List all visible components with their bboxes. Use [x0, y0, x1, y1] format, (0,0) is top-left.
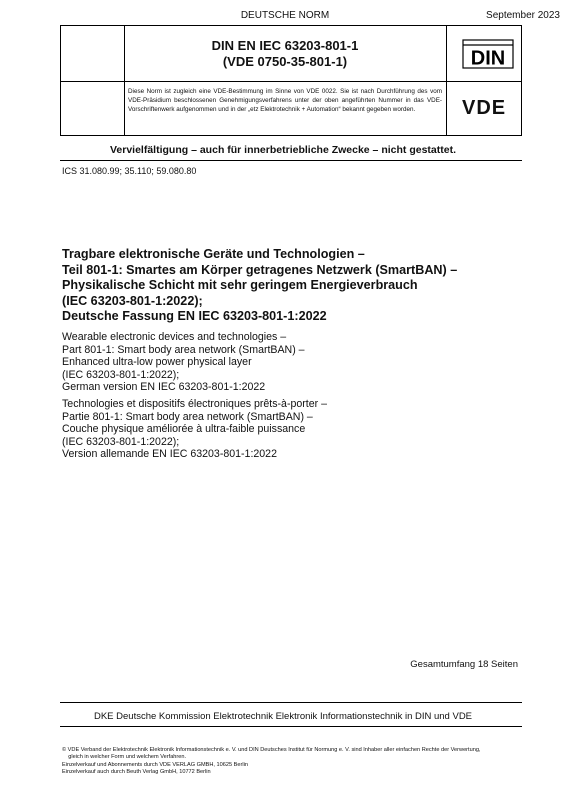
title-line: Part 801-1: Smart body area network (SmartBAN) –	[62, 343, 305, 356]
title-line: (IEC 63203-801-1:2022);	[62, 435, 180, 448]
dke-top-rule	[60, 702, 522, 703]
box-left-rule	[60, 25, 61, 136]
din-logo	[462, 39, 514, 69]
title-line: Version allemande EN IEC 63203-801-1:2022	[62, 448, 277, 461]
ics-codes: ICS 31.080.99; 35.110; 59.080.80	[62, 166, 197, 176]
dke-line: DKE Deutsche Kommission Elektrotechnik Elektronik Informationstechnik in DIN und VDE	[93, 711, 473, 722]
vde-number: (VDE 0750-35-801-1)	[222, 54, 348, 69]
footer-line: Einzelverkauf und Abonnements durch VDE VERLAG GMBH, 10625 Berlin	[62, 761, 248, 768]
title-line: Tragbare elektronische Geräte und Technologien –	[62, 247, 365, 261]
title-line: Partie 801-1: Smart body area network (SmartBAN) –	[62, 410, 313, 423]
box-bottom-rule	[60, 135, 522, 136]
box-inner-right-rule	[446, 25, 447, 136]
title-french	[62, 398, 522, 461]
title-line: (IEC 63203-801-1:2022);	[62, 293, 203, 308]
copyright-footer	[62, 747, 532, 777]
total-pages: Gesamtumfang 18 Seiten	[410, 659, 518, 670]
repro-rule	[60, 160, 522, 161]
title-line: Technologies et dispositifs électroniques prêts-à-porter –	[62, 398, 327, 410]
title-line: Enhanced ultra-low power physical layer	[62, 356, 252, 369]
footer-line: © VDE Verband der Elektrotechnik Elektronik Informationstechnik e. V. und DIN Deutsches Institut für Normung e. V. sind Inhaber aller einfachen Rechte der Verwertung,	[62, 747, 481, 753]
title-line: (IEC 63203-801-1:2022);	[62, 368, 180, 381]
dke-bottom-rule	[60, 726, 522, 727]
title-english	[62, 331, 522, 394]
title-line: German version EN IEC 63203-801-1:2022	[62, 381, 266, 394]
din-logo-text: DIN	[470, 47, 506, 69]
standard-number-block	[125, 38, 445, 70]
title-line: Deutsche Fassung EN IEC 63203-801-1:2022	[62, 309, 327, 323]
title-line: Physikalische Schicht mit sehr geringem Energieverbrauch	[62, 278, 418, 292]
box-right-rule	[521, 25, 522, 136]
box-divider-rule	[60, 81, 522, 82]
footer-line: gleich in welcher Form und welchem Verfahren.	[62, 754, 187, 761]
title-line: Teil 801-1: Smartes am Körper getragenes Netzwerk (SmartBAN) –	[62, 262, 458, 277]
reproduction-notice: Vervielfältigung – auch für innerbetriebliche Zwecke – nicht gestattet.	[109, 144, 456, 156]
standard-number: DIN EN IEC 63203-801-1	[211, 38, 359, 53]
document-type: DEUTSCHE NORM	[240, 10, 330, 21]
vde-logo: VDE	[462, 97, 507, 119]
title-line: Couche physique améliorée à ultra-faible puissance	[62, 423, 306, 436]
vde-notice: Diese Norm ist zugleich eine VDE-Bestimmung im Sinne von VDE 0022. Sie ist nach Durchführung des vom VDE-Präsidium beschlossenen Genehmigungsverfahrens unter der oben angeführten Nummer in das VDE-Vorschriftenwerk aufgenommen und in der „etz Elektrotechnik + Automation“ bekannt gegeben worden.	[128, 88, 442, 113]
title-line: Wearable electronic devices and technologies –	[62, 331, 287, 343]
footer-line: Einzelverkauf auch durch Beuth Verlag GmbH, 10772 Berlin	[62, 769, 211, 776]
header-rule	[60, 25, 522, 26]
publication-date: September 2023	[486, 10, 560, 21]
title-german	[62, 247, 522, 325]
